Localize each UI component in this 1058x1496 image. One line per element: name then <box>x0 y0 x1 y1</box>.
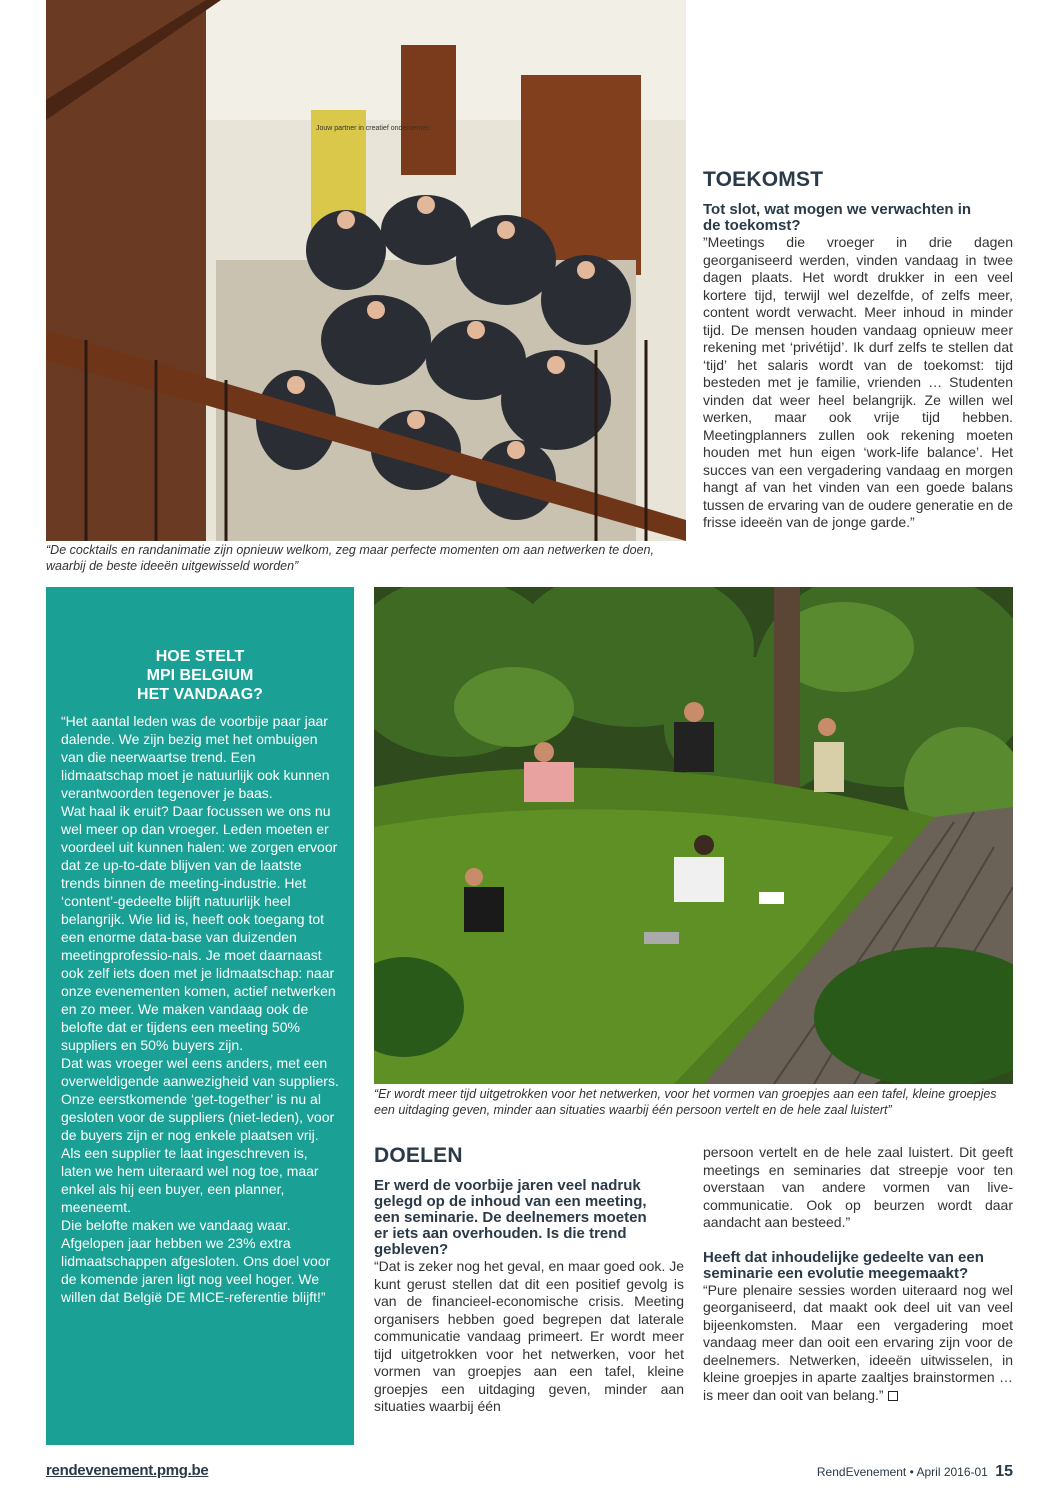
body-doelen-1b: persoon vertelt en de hele zaal luistert. Dit geeft meetings en seminaries dat streepje voor ten overstaan van andere vormen van live-communicatie. Ook op beurzen wordt daar aandacht aan besteed.” <box>703 1144 1013 1230</box>
heading-toekomst: TOEKOMST <box>703 168 824 191</box>
footer-magazine <box>817 1463 1013 1481</box>
end-mark-icon <box>888 1391 898 1401</box>
section-doelen-left <box>374 1144 684 1416</box>
body-doelen-2-wrap <box>703 1282 1013 1405</box>
heading-doelen: DOELEN <box>374 1144 463 1167</box>
page-number: 15 <box>995 1463 1013 1480</box>
photo-garden-meeting-drawing <box>374 587 1013 1084</box>
box-title: HOE STELT MPI BELGIUM HET VANDAAG? <box>137 648 263 703</box>
photo-networking-crowd-drawing <box>46 0 686 541</box>
question-doelen-2: Heeft dat inhoudelijke gedeelte van een seminarie een evolutie meegemaakt? <box>703 1248 984 1282</box>
box-body: “Het aantal leden was de voorbije paar jaar dalende. We zijn bezig met het ombuigen van die neerwaartse trend. Een lidmaatschap moet je natuurlijk ook kunnen verantwoorden tegenover je baas. Wat haal ik eruit? Daar focussen we ons nu wel meer op dan vroeger. Leden moeten er voordeel uit kunnen halen: we zorgen ervoor dat ze up-to-date blijven van de laatste trends binnen de meeting-industrie. Het ‘content’-gedeelte blijft natuurlijk heel belangrijk. Wie lid is, heeft ook toegang tot een enorme data-base van duizenden meetingprofessio-nals. Je moet daarnaast ook zelf iets doen met je lidmaatschap: naar onze evenementen komen, actief netwerken en zo meer. We maken vandaag ook de belofte dat er tijdens een meeting 50% suppliers en 50% buyers zijn. Dat was vroeger wel eens anders, met een overweldigende aanwezigheid van suppliers. Onze eerstkomende ‘get-together’ is nu al gesloten voor de suppliers (niet-leden), voor de buyers zijn er nog enkele plaatsen vrij. Als een supplier te laat ingeschreven is, laten we hem uiteraard wel nog toe, maar enkel als hij een buyer, een planner, meeneemt. Die belofte maken we vandaag waar. Afgelopen jaar hebben we 23% extra lidmaatschappen afgesloten. Ons doel voor de komende jaren ligt nog veel hoger. We willen dat België DE MICE-referentie blijft!” <box>61 713 339 1305</box>
body-toekomst: ”Meetings die vroeger in drie dagen georganiseerd werden, vinden vandaag in twee dagen plaats. Het wordt drukker in een veel kortere tijd, terwijl wel dezelfde, of zelfs meer, content wordt verwacht. Meer inhoud in minder tijd. De mensen houden vandaag opnieuw meer rekening met ‘privétijd’. Ik durf zelfs te stellen dat ‘tijd’ het salaris wordt van de toekomst: tijd besteden met je familie, vrienden … Studenten vinden dat weer heel belangrijk. Ze willen wel werken, maar ook vrije tijd hebben. Meetingplanners zullen ook rekening moeten houden met hun eigen ‘work-life balance’. Het succes van een vergadering vandaag en morgen hangt af van het vinden van een goede balans tussen de ervaring van de oudere generatie en de frisse ideeën van de jonge garde.” <box>703 234 1013 530</box>
sidebar-box-mpi-belgium <box>46 587 354 1445</box>
body-doelen-1a: “Dat is zeker nog het geval, en maar goed ook. Je kunt gerust stellen dat dit een positief gevolg is van de financieel-economische crisis. Meeting organisers hebben goed begrepen dat laterale communicatie vandaag primeert. Er wordt meer tijd uitgetrokken voor het netwerken, voor het vormen van groepjes aan een tafel, kleine groepjes een uitdaging geven, minder aan situaties waarbij één <box>374 1258 684 1414</box>
photo-caption-top: “De cocktails en randanimatie zijn opnieuw welkom, zeg maar perfecte momenten om aan netwerken te doen, waarbij de beste ideeën uitgewisseld worden” <box>46 543 654 573</box>
question-toekomst: Tot slot, wat mogen we verwachten in de toekomst? <box>703 201 972 234</box>
photo-garden-meeting <box>374 587 1013 1084</box>
footer-url[interactable]: rendevenement.pmg.be <box>46 1462 209 1479</box>
body-doelen-2: “Pure plenaire sessies worden uiteraard nog wel georganiseerd, dat maakt ook deel uit van veel bijeenkomsten. Maar een vergadering moet vandaag meer dan ooit een ervaring zijn voor de deelnemers. Netwerken, ideeën uitwisselen, in kleine groepjes in aparte zaaltjes brainstormen … is meer dan ooit van belang.” <box>703 1281 1013 1403</box>
banner-text: Jouw partner in creatief ondernemen <box>316 125 431 132</box>
photo-networking-crowd <box>46 0 686 541</box>
section-toekomst <box>703 168 1013 532</box>
photo-caption-garden: “Er wordt meer tijd uitgetrokken voor het netwerken, voor het vormen van groepjes aan een tafel, kleine groepjes een uitdaging geven, minder aan situaties waarbij één persoon vertelt en de hele zaal luistert” <box>374 1087 997 1117</box>
footer-magazine-label: RendEvenement • April 2016-01 <box>816 1465 988 1479</box>
question-doelen-1: Er werd de voorbije jaren veel nadruk gelegd op de inhoud van een meeting, een seminarie. De deelnemers moeten er iets aan overhouden. Is die trend gebleven? <box>374 1177 647 1258</box>
section-doelen-right <box>703 1144 1013 1404</box>
